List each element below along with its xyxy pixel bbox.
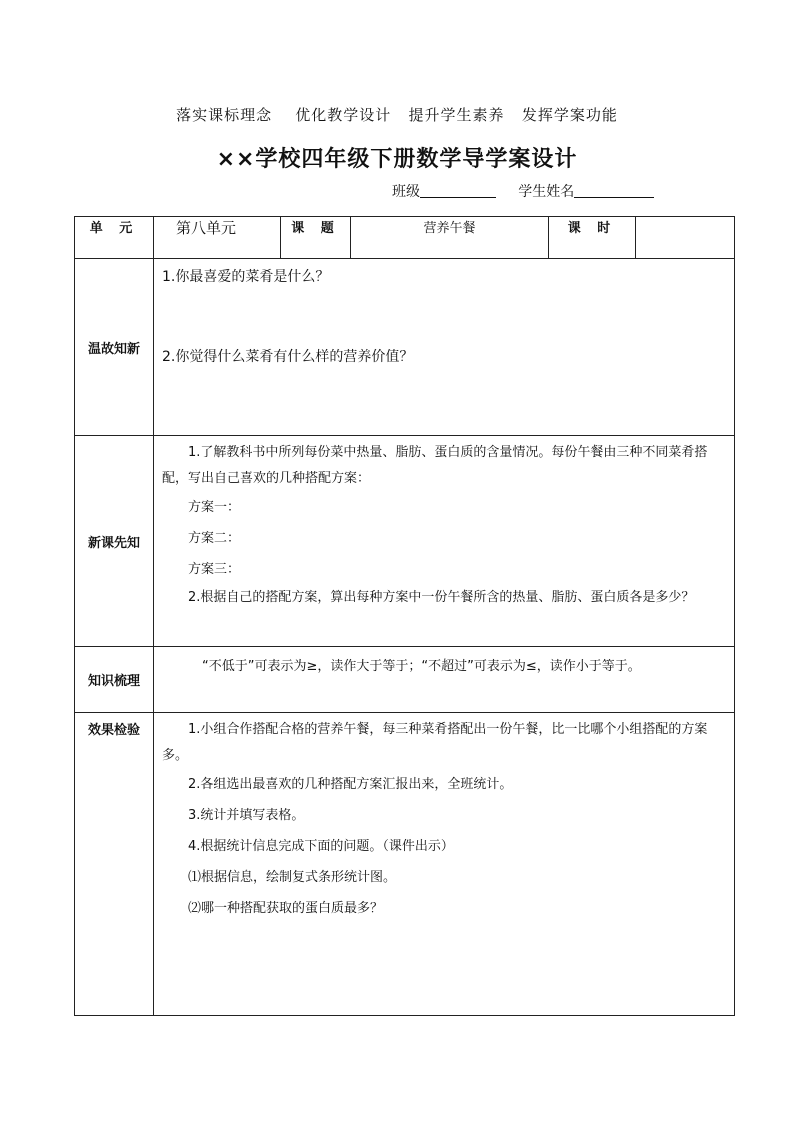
header-row xyxy=(75,217,735,259)
class-blank[interactable] xyxy=(420,183,496,198)
review-content xyxy=(154,259,735,436)
student-name-label: 学生姓名 xyxy=(518,184,575,200)
topic-label: 课 题 xyxy=(281,217,351,259)
plan-1: 方案一： xyxy=(188,500,241,515)
topic-value: 营养午餐 xyxy=(351,217,549,259)
knowledge-label: 知识梳理 xyxy=(75,647,154,713)
knowledge-text: “不低于”可表示为≥，读作大于等于；“不超过”可表示为≤，读作小于等于。 xyxy=(202,659,641,674)
review-label: 温故知新 xyxy=(75,259,154,436)
preview-paragraph-1: 1.了解教科书中所列每份菜中热量、脂肪、蛋白质的含量情况。每份午餐由三种不同菜肴搭配，写出自己喜欢的几种搭配方案： xyxy=(162,445,708,486)
plan-3: 方案三： xyxy=(188,562,241,577)
review-row xyxy=(75,259,735,436)
period-label: 课 时 xyxy=(549,217,636,259)
preview-content xyxy=(154,436,735,647)
review-question-1: 1.你最喜爱的菜肴是什么？ xyxy=(162,269,330,285)
check-paragraph-4: 4.根据统计信息完成下面的问题。（课件出示） xyxy=(188,839,454,854)
knowledge-row xyxy=(75,647,735,713)
check-paragraph-6: ⑵哪一种搭配获取的蛋白质最多？ xyxy=(188,901,384,916)
check-content xyxy=(154,713,735,1016)
slogan: 落实课标理念 优化教学设计 提升学生素养 发挥学案功能 xyxy=(176,106,618,124)
knowledge-content xyxy=(154,647,735,713)
plan-2: 方案二： xyxy=(188,531,241,546)
check-label: 效果检验 xyxy=(75,713,154,1016)
preview-paragraph-2: 2.根据自己的搭配方案，算出每种方案中一份午餐所含的热量、脂肪、蛋白质各是多少？ xyxy=(188,590,695,605)
unit-value: 第八单元 xyxy=(154,217,281,259)
class-name-line xyxy=(392,181,654,201)
check-paragraph-2: 2.各组选出最喜欢的几种搭配方案汇报出来，全班统计。 xyxy=(188,777,513,792)
preview-row xyxy=(75,436,735,647)
check-paragraph-1: 1.小组合作搭配合格的营养午餐，每三种菜肴搭配出一份午餐，比一比哪个小组搭配的方案多。 xyxy=(162,722,708,763)
class-label: 班级 xyxy=(392,184,420,200)
review-question-2: 2.你觉得什么菜肴有什么样的营养价值？ xyxy=(162,349,414,365)
period-value[interactable] xyxy=(636,217,735,259)
check-paragraph-3: 3.统计并填写表格。 xyxy=(188,808,305,823)
check-paragraph-5: ⑴根据信息，绘制复式条形统计图。 xyxy=(188,870,397,885)
check-row xyxy=(75,713,735,1016)
lesson-table xyxy=(74,216,735,1016)
preview-label: 新课先知 xyxy=(75,436,154,647)
student-name-blank[interactable] xyxy=(574,183,654,198)
page-title: ××学校四年级下册数学导学案设计 xyxy=(216,147,578,172)
unit-label: 单 元 xyxy=(75,217,154,259)
